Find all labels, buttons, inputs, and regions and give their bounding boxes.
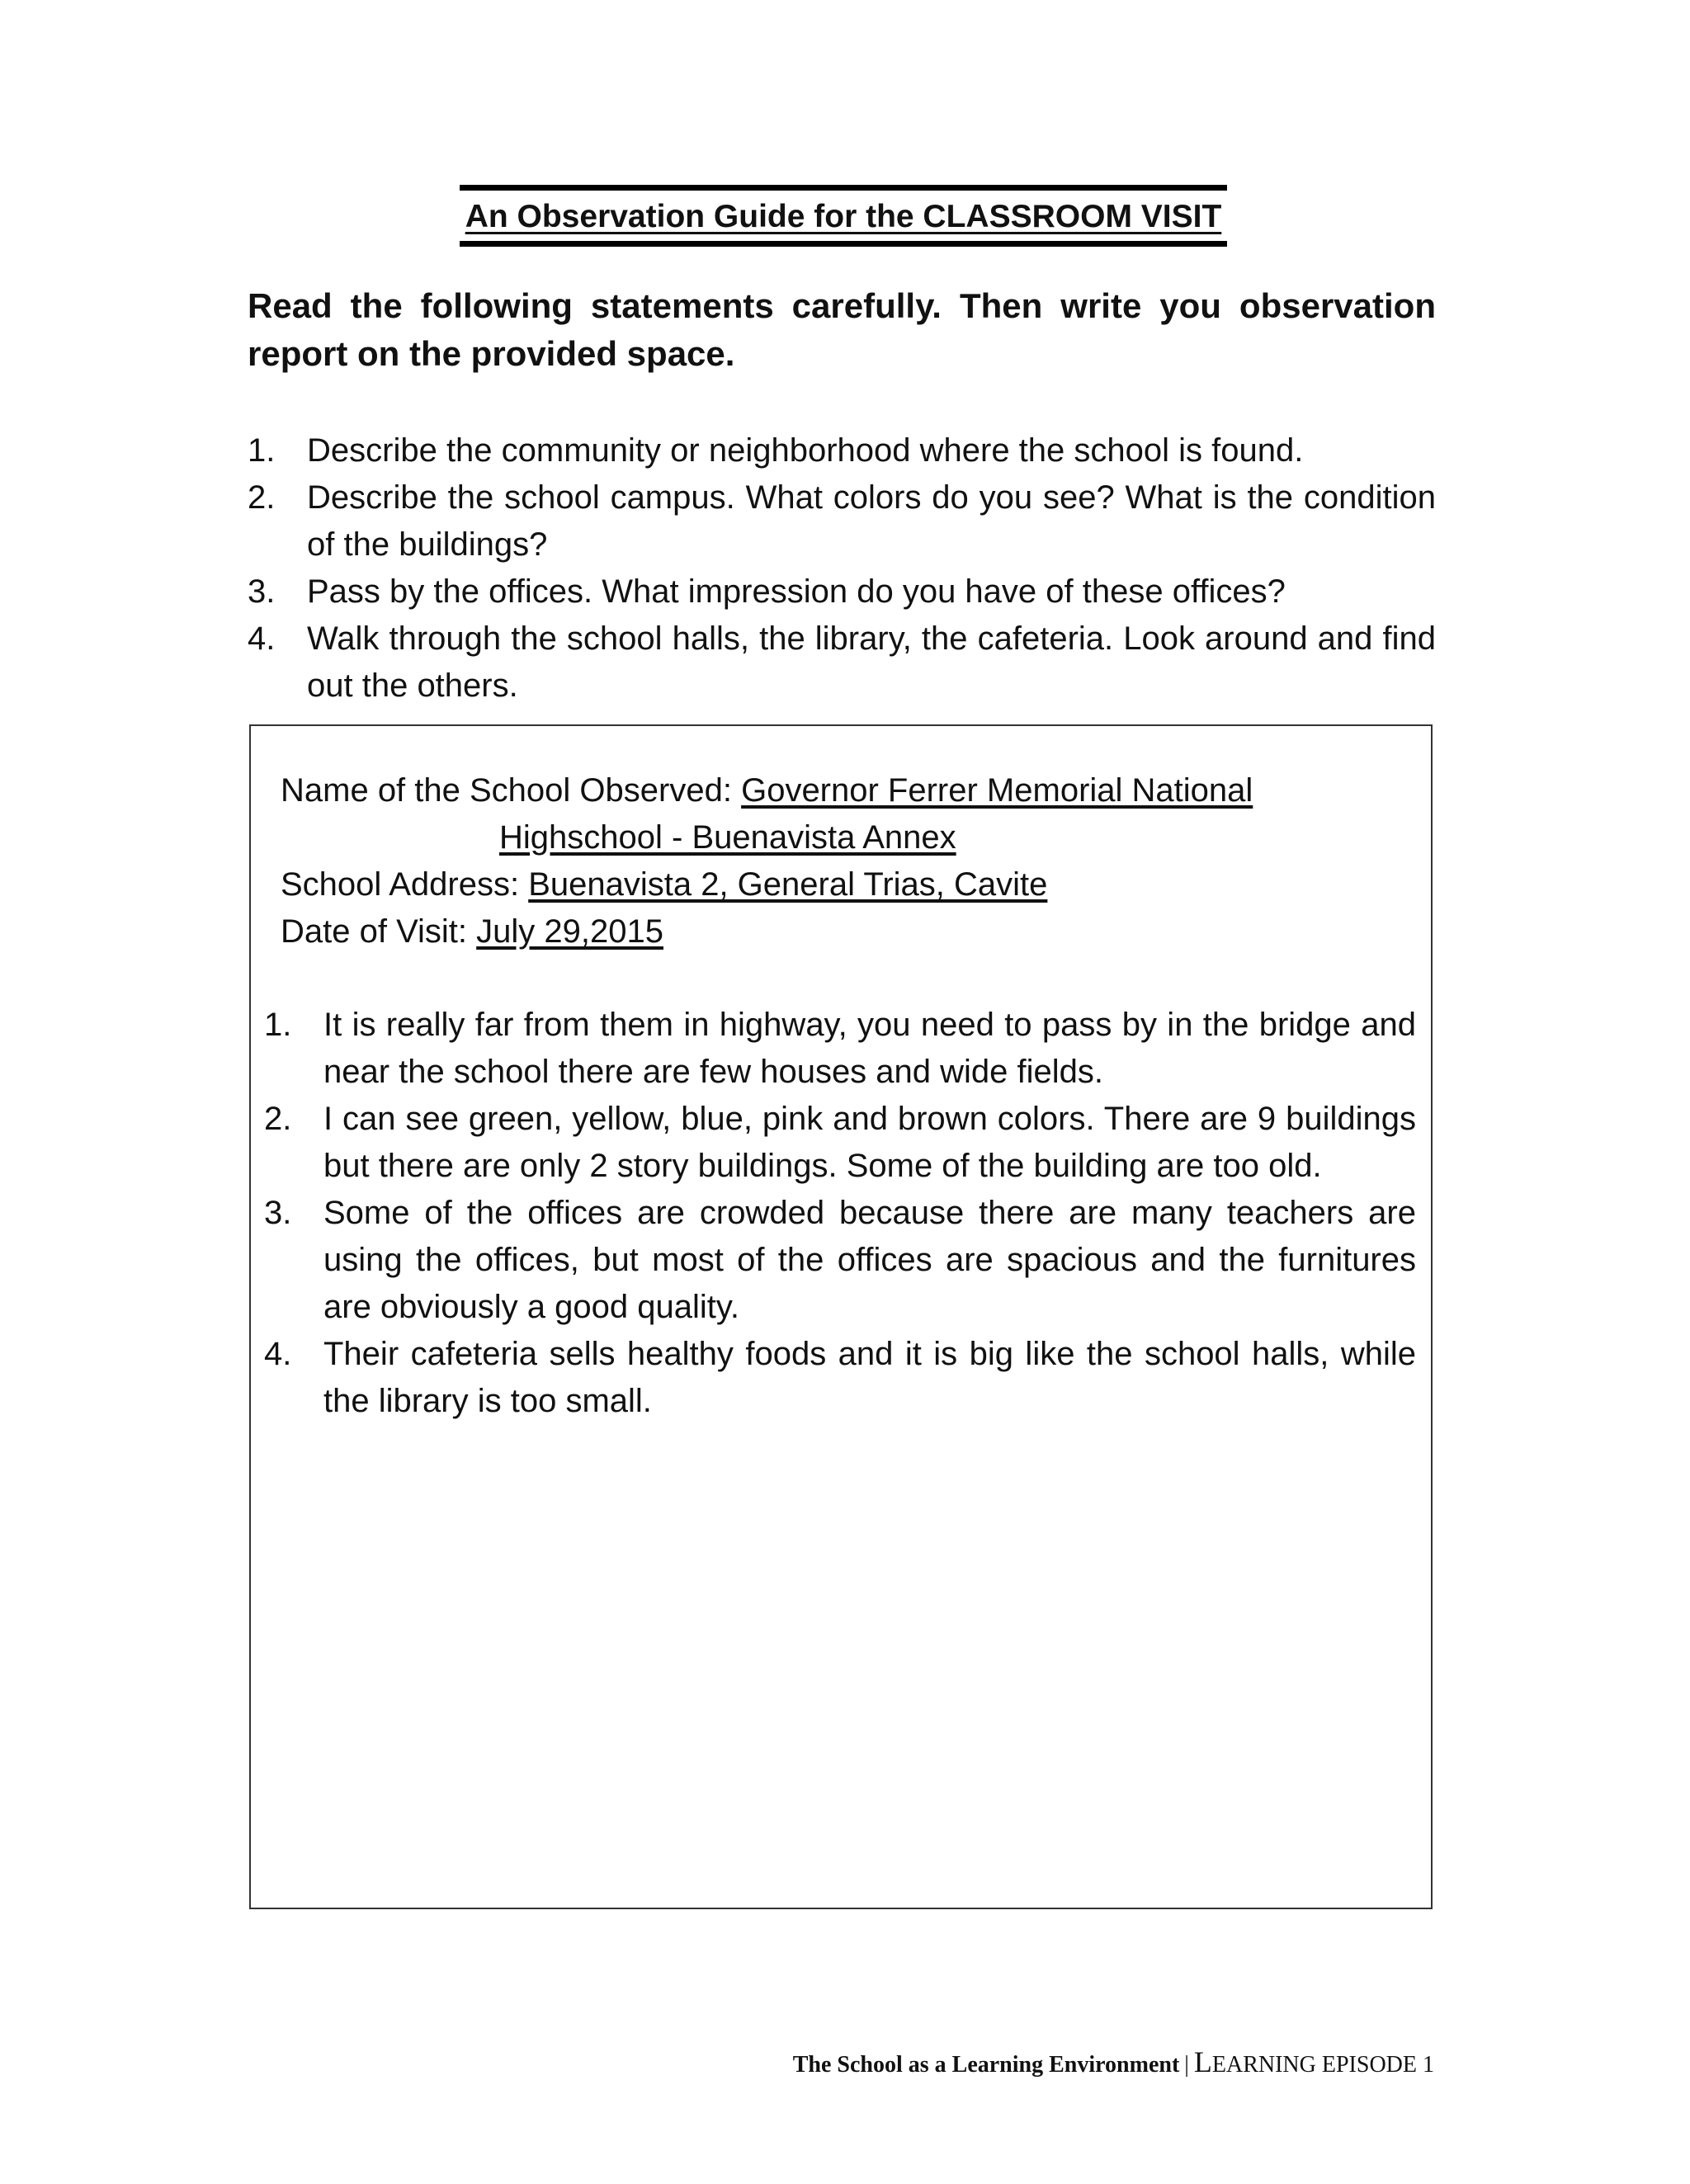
guide-item: [248, 568, 1436, 616]
footer-right: EARNING EPISODE 1: [1211, 2052, 1434, 2078]
answer-item-number: 4.: [264, 1336, 292, 1372]
school-name-row-continued: [281, 814, 1419, 861]
visit-date-label: Date of Visit:: [281, 913, 477, 950]
visit-date-row: [281, 908, 1419, 955]
guide-item-text: Describe the school campus. What colors do you see? What is the condition of the buildings?: [307, 479, 1436, 563]
answer-item-text: It is really far from them in highway, you need to pass by in the bridge and near the school there are few houses and wide fields.: [323, 1007, 1416, 1090]
answer-item: [264, 1096, 1416, 1190]
title-rule-top: [460, 185, 1227, 191]
answer-list: [264, 1002, 1416, 1425]
school-address-label: School Address:: [281, 866, 529, 903]
title-rule-bottom: [460, 241, 1227, 247]
page-footer: [793, 2045, 1434, 2079]
school-name-value-continued: Highschool - Buenavista Annex: [499, 819, 956, 856]
answer-item-number: 2.: [264, 1101, 292, 1137]
answer-item: [264, 1331, 1416, 1425]
guide-item-number: 2.: [248, 479, 276, 516]
guide-item-number: 3.: [248, 573, 276, 610]
footer-left: The School as a Learning Environment: [792, 2052, 1180, 2078]
answer-item: [264, 1002, 1416, 1096]
school-address-value: Buenavista 2, General Trias, Cavite: [528, 866, 1048, 903]
answer-item-number: 1.: [264, 1007, 292, 1043]
report-info: [281, 767, 1419, 955]
visit-date-value: July 29,2015: [476, 913, 663, 950]
school-name-label: Name of the School Observed:: [281, 772, 742, 809]
guide-item: [248, 474, 1436, 568]
footer-separator: |: [1184, 2052, 1189, 2078]
guide-item-text: Describe the community or neighborhood where the school is found.: [307, 432, 1304, 469]
answer-item-text: I can see green, yellow, blue, pink and brown colors. There are 9 buildings but there are only 2 story buildings. Some of the building are too old.: [323, 1101, 1416, 1184]
school-address-row: [281, 861, 1419, 908]
guide-item-text: Pass by the offices. What impression do you have of these offices?: [307, 573, 1286, 610]
guide-item: [248, 427, 1436, 474]
school-name-row: [281, 767, 1419, 814]
footer-right-initial: L: [1193, 2045, 1212, 2078]
page-title: An Observation Guide for the CLASSROOM VISIT: [465, 199, 1222, 234]
answer-item-text: Their cafeteria sells healthy foods and it is big like the school halls, while the library is too small.: [323, 1336, 1416, 1419]
instructions-text: Read the following statements carefully. Then write you observation report on the provided space.: [248, 286, 1436, 373]
guide-item: [248, 616, 1436, 710]
answer-item-text: Some of the offices are crowded because there are many teachers are using the offices, but most of the offices are spacious and the furnitures are obviously a good quality.: [323, 1195, 1416, 1325]
guide-list: [248, 427, 1436, 710]
answer-item-number: 3.: [264, 1195, 292, 1231]
guide-item-text: Walk through the school halls, the library, the cafeteria. Look around and find out the others.: [307, 620, 1436, 704]
guide-item-number: 1.: [248, 432, 276, 469]
guide-item-number: 4.: [248, 620, 276, 657]
answer-item: [264, 1190, 1416, 1331]
school-name-value: Governor Ferrer Memorial National: [741, 772, 1253, 809]
